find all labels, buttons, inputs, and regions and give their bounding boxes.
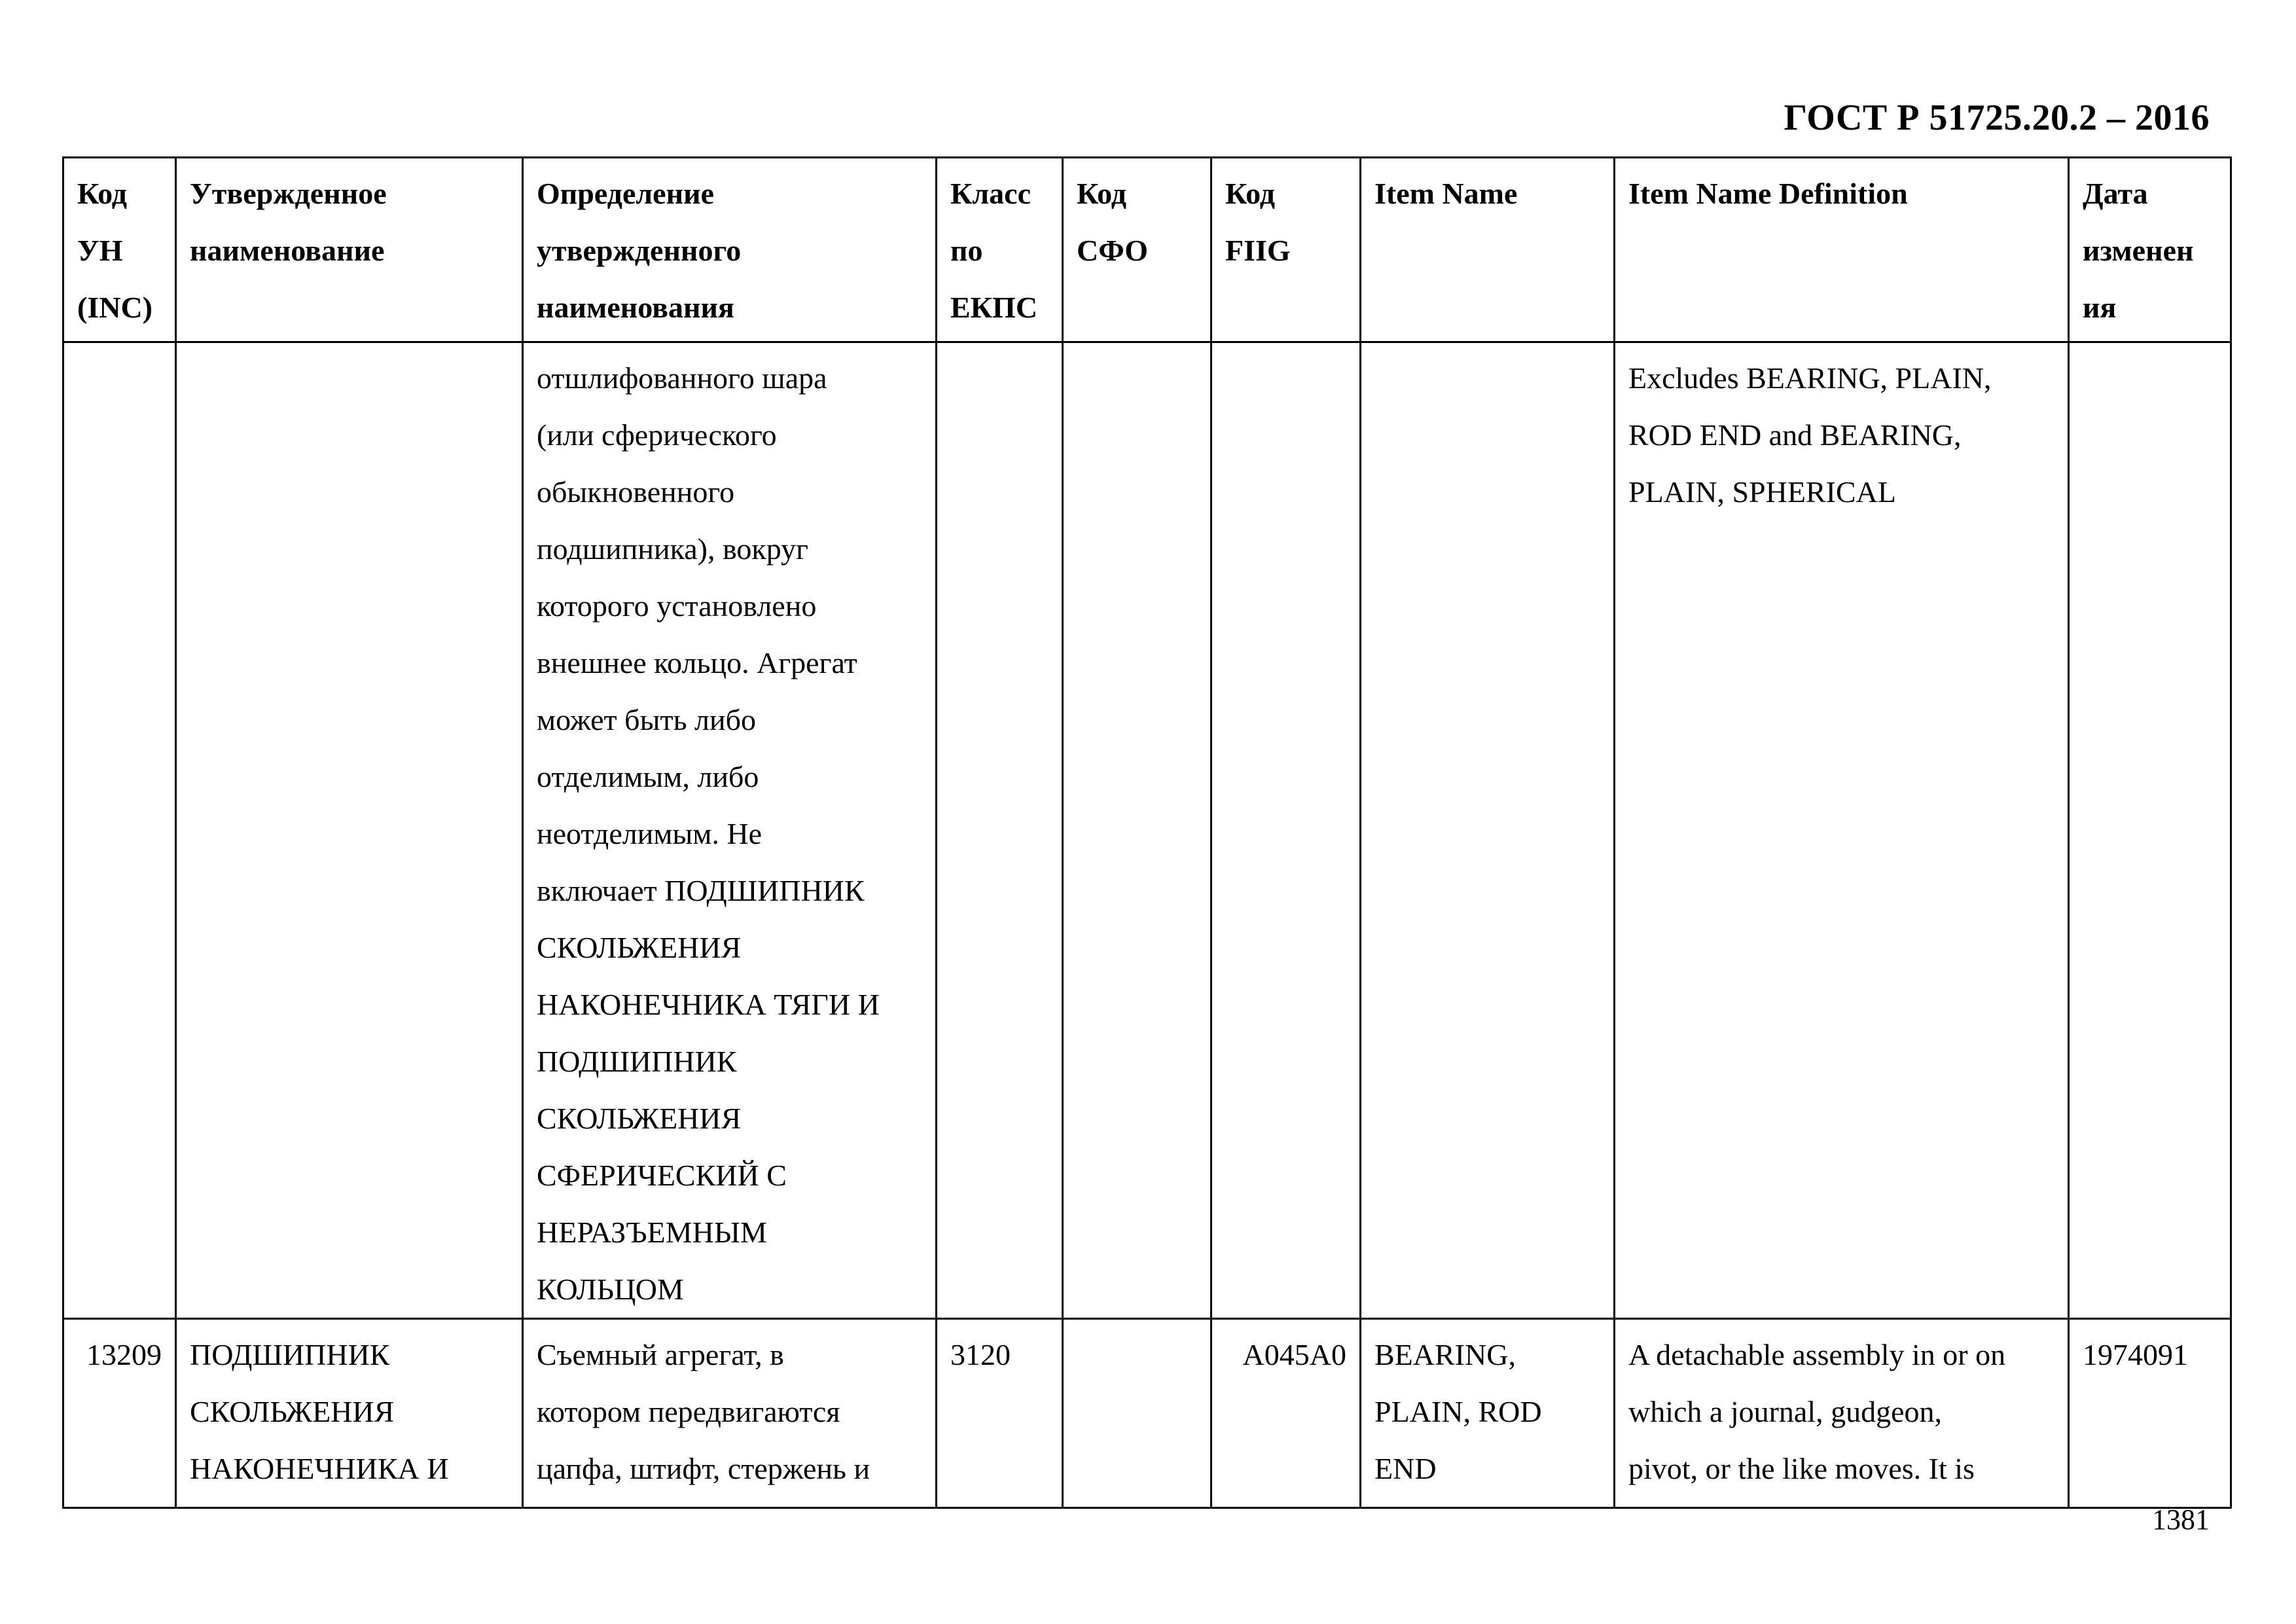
cell-date-changed [2069, 342, 2231, 1319]
cell-text-line: ПОДШИПНИК [190, 1338, 390, 1371]
cell-text-line: 13209 [86, 1338, 162, 1371]
cell-text-line: A detachable assembly in or on [1628, 1338, 2006, 1371]
cell-text-line: изменен [2083, 234, 2194, 267]
table-row [63, 1319, 2231, 1508]
cell-text-line: Item Name Definition [1628, 177, 1908, 210]
cell-text-line: PLAIN, ROD [1374, 1395, 1542, 1428]
cell-item-name-definition [1615, 1319, 2069, 1508]
page-number: 1381 [2152, 1504, 2210, 1536]
cell-text-line: 1974091 [2083, 1338, 2188, 1371]
document-standard-header: ГОСТ Р 51725.20.2 – 2016 [1784, 98, 2210, 138]
cell-inc [63, 1319, 176, 1508]
cell-text-line: утвержденного [537, 234, 742, 267]
cell-text-line: END [1374, 1452, 1437, 1485]
cell-text-line: отделимым, либо [537, 760, 759, 793]
cell-text-line: СФЕРИЧЕСКИЙ С [537, 1159, 787, 1192]
cell-text-line: pivot, or the like moves. It is [1628, 1452, 1975, 1485]
cell-text-line: Определение [537, 177, 715, 210]
cell-text-line: ROD END and BEARING, [1628, 418, 1962, 452]
cell-text-line: ЕКПС [950, 291, 1038, 324]
cell-text-line: Код [77, 177, 128, 210]
cell-text-line: НАКОНЕЧНИКА И [190, 1452, 449, 1485]
cell-text-line: Excludes BEARING, PLAIN, [1628, 361, 1992, 395]
cell-text-line: НЕРАЗЪЕМНЫМ [537, 1216, 767, 1249]
cell-text-line: СКОЛЬЖЕНИЯ [537, 1102, 742, 1135]
cell-text-line: внешнее кольцо. Агрегат [537, 646, 857, 679]
cell-code-sfo [1063, 1319, 1211, 1508]
cell-text-line: СКОЛЬЖЕНИЯ [537, 931, 742, 964]
cell-text-line: по [950, 234, 983, 267]
cell-text-line: Утвержденное [190, 177, 387, 210]
cell-text-line: КОЛЬЦОМ [537, 1272, 684, 1306]
cell-text-line: Дата [2083, 177, 2148, 210]
header-item-name-definition [1615, 158, 2069, 342]
cell-definition-ru [523, 342, 937, 1319]
cell-text-line: Код [1225, 177, 1276, 210]
cell-text-line: НАКОНЕЧНИКА ТЯГИ И [537, 988, 880, 1021]
cell-text-line: BEARING, [1374, 1338, 1516, 1371]
cell-text-line: неотделимым. Не [537, 817, 762, 850]
cell-text-line: Item Name [1374, 177, 1518, 210]
table-row [63, 342, 2231, 1319]
header-code-sfo [1063, 158, 1211, 342]
header-definition-ru [523, 158, 937, 342]
cell-inc [63, 342, 176, 1319]
cell-text-line: Код [1077, 177, 1127, 210]
cell-code-fiig [1211, 342, 1361, 1319]
cell-text-line: FIIG [1225, 234, 1291, 267]
cell-code-fiig [1211, 1319, 1361, 1508]
cell-text-line: наименования [537, 291, 734, 324]
cell-code-sfo [1063, 342, 1211, 1319]
cell-text-line: which a journal, gudgeon, [1628, 1395, 1943, 1428]
cell-text-line: может быть либо [537, 703, 757, 736]
cell-text-line: СКОЛЬЖЕНИЯ [190, 1395, 395, 1428]
cell-text-line: A045A0 [1242, 1338, 1346, 1371]
cell-text-line: PLAIN, SPHERICAL [1628, 475, 1896, 509]
header-class-ekps [937, 158, 1063, 342]
cell-text-line: включает ПОДШИПНИК [537, 874, 865, 907]
cell-text-line: обыкновенного [537, 475, 735, 509]
cell-text-line: ПОДШИПНИК [537, 1045, 737, 1078]
cell-item-name [1361, 1319, 1615, 1508]
cell-date-changed [2069, 1319, 2231, 1508]
cell-text-line: 3120 [950, 1338, 1011, 1371]
cell-class-ekps [937, 1319, 1063, 1508]
catalog-table [62, 156, 2232, 1509]
cell-name-ru [176, 1319, 523, 1508]
header-inc [63, 158, 176, 342]
cell-text-line: цапфа, штифт, стержень и [537, 1452, 870, 1485]
header-name-ru [176, 158, 523, 342]
cell-item-name-definition [1615, 342, 2069, 1319]
header-code-fiig [1211, 158, 1361, 342]
cell-text-line: СФО [1077, 234, 1149, 267]
table-header-row [63, 158, 2231, 342]
header-item-name [1361, 158, 1615, 342]
cell-text-line: отшлифованного шара [537, 361, 827, 395]
cell-text-line: котором передвигаются [537, 1395, 840, 1428]
cell-text-line: подшипника), вокруг [537, 532, 808, 566]
cell-text-line: (INC) [77, 291, 152, 324]
cell-text-line: УН [77, 234, 123, 267]
cell-text-line: Съемный агрегат, в [537, 1338, 784, 1371]
cell-text-line: наименование [190, 234, 385, 267]
header-date-changed [2069, 158, 2231, 342]
cell-item-name [1361, 342, 1615, 1319]
cell-text-line: Класс [950, 177, 1031, 210]
cell-definition-ru [523, 1319, 937, 1508]
cell-text-line: которого установлено [537, 589, 817, 623]
cell-text-line: ия [2083, 291, 2117, 324]
cell-class-ekps [937, 342, 1063, 1319]
cell-name-ru [176, 342, 523, 1319]
cell-text-line: (или сферического [537, 418, 777, 452]
